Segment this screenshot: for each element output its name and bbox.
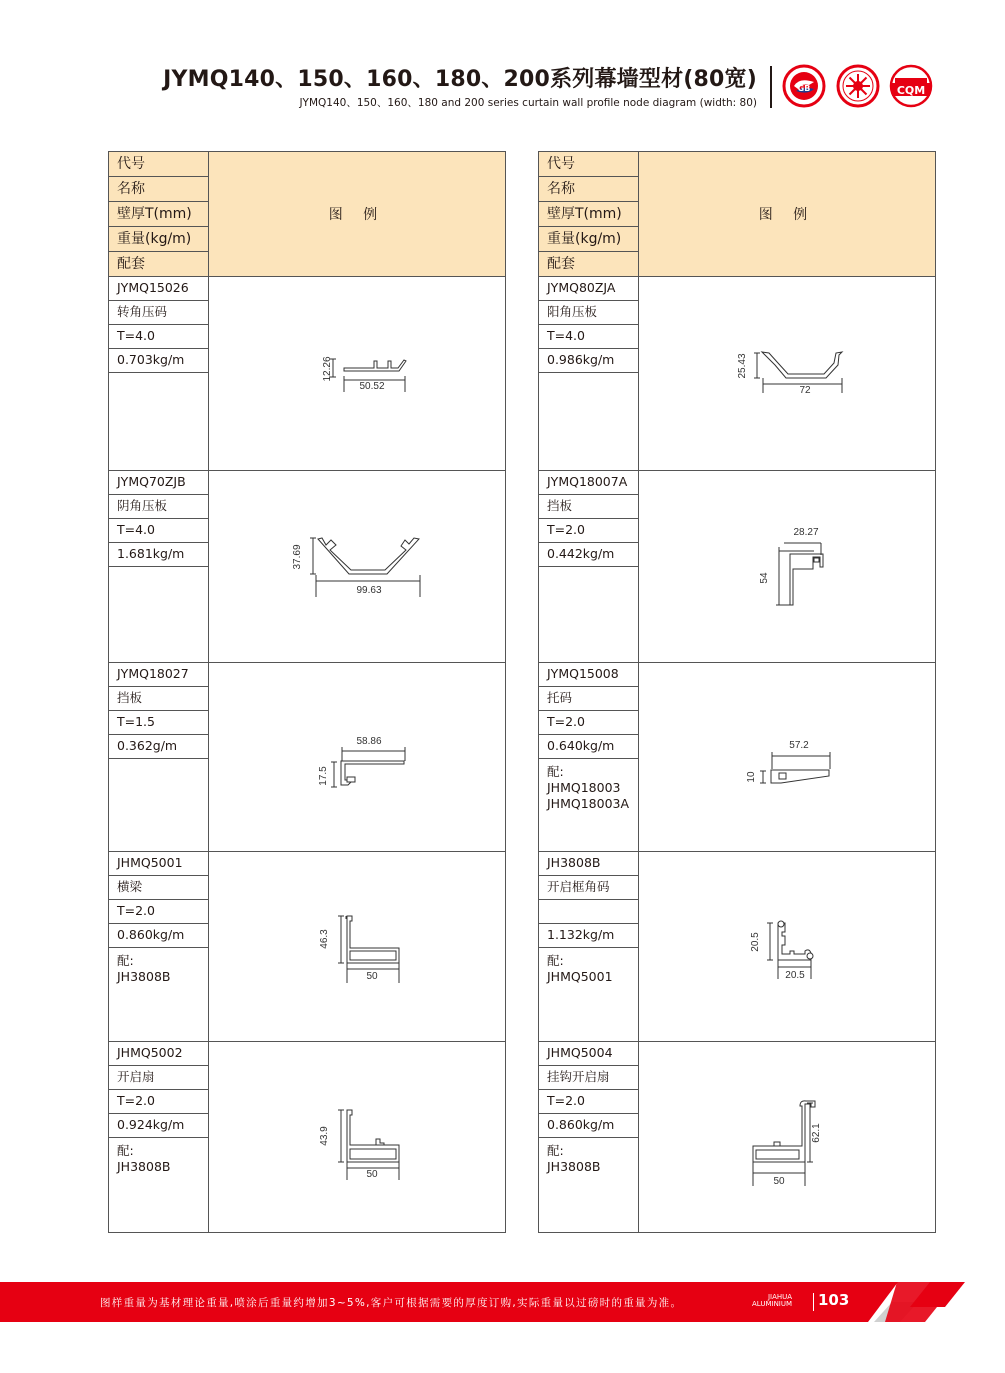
header-code: 代号 <box>109 152 209 177</box>
dimension-label: 10 <box>746 771 757 783</box>
profile-name: 托码 <box>539 687 639 711</box>
inner-corner-plate-drawing <box>209 471 514 663</box>
profile-figure <box>209 663 506 852</box>
corner-clamp-drawing <box>209 277 514 469</box>
profile-thickness: T=4.0 <box>109 325 209 349</box>
profile-name: 开启框角码 <box>539 876 639 900</box>
profile-name: 挡板 <box>539 495 639 519</box>
profile-match <box>109 567 209 663</box>
header-figure: 图 例 <box>209 152 506 277</box>
dimension-label: 28.27 <box>793 527 819 538</box>
profile-table-right <box>538 151 936 1233</box>
profile-weight: 0.924kg/m <box>109 1114 209 1138</box>
dimension-label: 25.43 <box>737 353 748 379</box>
header-weight: 重量(kg/m) <box>109 227 209 252</box>
header-name: 名称 <box>109 177 209 202</box>
hook-sash-drawing <box>639 1042 944 1234</box>
profile-thickness: T=4.0 <box>109 519 209 543</box>
dimension-label: 50 <box>366 971 378 982</box>
support-bracket-drawing <box>639 663 944 855</box>
page-subtitle: JYMQ140、150、160、180 and 200 series curtain wall profile node diagram (width: 80) <box>299 97 757 109</box>
profile-match: 配: JH3808B <box>109 1138 209 1233</box>
profile-weight: 0.703kg/m <box>109 349 209 373</box>
profile-thickness: T=1.5 <box>109 711 209 735</box>
header-divider <box>770 66 772 108</box>
header-thickness: 壁厚T(mm) <box>109 202 209 227</box>
profile-code: JYMQ80ZJA <box>539 277 639 301</box>
dimension-label: 57.2 <box>789 740 809 751</box>
dimension-label: 20.5 <box>785 970 805 981</box>
dimension-label: 72 <box>799 385 811 396</box>
header-thickness: 壁厚T(mm) <box>539 202 639 227</box>
profile-name: 开启扇 <box>109 1066 209 1090</box>
profile-thickness: T=2.0 <box>539 519 639 543</box>
header-weight: 重量(kg/m) <box>539 227 639 252</box>
profile-thickness: T=2.0 <box>539 1090 639 1114</box>
profile-match: 配: JHMQ18003 JHMQ18003A <box>539 759 639 852</box>
profile-code: JHMQ5004 <box>539 1042 639 1066</box>
header-code: 代号 <box>539 152 639 177</box>
footer-brand <box>752 1294 792 1308</box>
profile-code: JYMQ15008 <box>539 663 639 687</box>
profile-figure <box>209 471 506 663</box>
profile-figure <box>639 1042 936 1233</box>
dimension-label: 54 <box>759 572 770 584</box>
profile-match <box>539 373 639 471</box>
profile-weight: 0.640kg/m <box>539 735 639 759</box>
profile-thickness: T=2.0 <box>109 1090 209 1114</box>
profile-weight: 1.132kg/m <box>539 924 639 948</box>
profile-weight: 0.860kg/m <box>539 1114 639 1138</box>
profile-code: JYMQ18007A <box>539 471 639 495</box>
dimension-label: 20.5 <box>750 932 761 952</box>
header-figure: 图 例 <box>639 152 936 277</box>
profile-figure <box>639 663 936 852</box>
profile-name: 挂钩开启扇 <box>539 1066 639 1090</box>
cqm-logo-text: CQM <box>896 84 926 97</box>
profile-weight: 0.860kg/m <box>109 924 209 948</box>
cqm-certification-logo <box>889 64 933 108</box>
profile-name: 挡板 <box>109 687 209 711</box>
profile-code: JHMQ5001 <box>109 852 209 876</box>
profile-match: 配: JH3808B <box>109 948 209 1042</box>
dimension-label: 12.26 <box>322 356 333 382</box>
profile-match: 配: JH3808B <box>539 1138 639 1233</box>
profile-code: JYMQ18027 <box>109 663 209 687</box>
footer-note: 图样重量为基材理论重量,喷涂后重量约增加3~5%,客户可根据需要的厚度订购,实际重量以过磅时的重量为准。 <box>100 1297 683 1309</box>
profile-table-left <box>108 151 506 1233</box>
brand-line-2: ALUMINIUM <box>752 1300 793 1308</box>
crossbeam-drawing <box>209 852 514 1044</box>
profile-figure <box>209 277 506 471</box>
profile-name: 阴角压板 <box>109 495 209 519</box>
header-match: 配套 <box>109 252 209 277</box>
profile-name: 横梁 <box>109 876 209 900</box>
profile-match <box>539 567 639 663</box>
dimension-label: 50 <box>366 1169 378 1180</box>
header-name: 名称 <box>539 177 639 202</box>
profile-weight: 0.986kg/m <box>539 349 639 373</box>
profile-name: 阳角压板 <box>539 301 639 325</box>
profile-thickness: T=2.0 <box>109 900 209 924</box>
dimension-label: 99.63 <box>356 585 382 596</box>
footer-separator <box>813 1293 814 1311</box>
frame-corner-connector-drawing <box>639 852 944 1044</box>
profile-match <box>109 759 209 852</box>
quality-seal-logo <box>836 64 880 108</box>
dimension-label: 50.52 <box>359 381 385 392</box>
brand-line-1: JIAHUA <box>767 1293 793 1301</box>
profile-weight: 1.681kg/m <box>109 543 209 567</box>
profile-thickness: T=2.0 <box>539 711 639 735</box>
casement-sash-drawing <box>209 1042 514 1234</box>
profile-match: 配: JHMQ5001 <box>539 948 639 1042</box>
dimension-label: 17.5 <box>318 766 329 786</box>
baffle-a-drawing <box>639 471 944 663</box>
outer-corner-plate-drawing <box>639 277 944 469</box>
baffle-plate-drawing <box>209 663 514 855</box>
profile-figure <box>639 471 936 663</box>
dimension-label: 50 <box>773 1176 785 1187</box>
profile-figure <box>209 1042 506 1233</box>
profile-match <box>109 373 209 471</box>
profile-code: JH3808B <box>539 852 639 876</box>
profile-figure <box>639 852 936 1042</box>
profile-code: JYMQ70ZJB <box>109 471 209 495</box>
svg-text:GB: GB <box>797 84 811 93</box>
header-match: 配套 <box>539 252 639 277</box>
dimension-label: 37.69 <box>292 544 303 570</box>
dimension-label: 43.9 <box>319 1126 330 1146</box>
profile-figure <box>209 852 506 1042</box>
page-title: JYMQ140、150、160、180、200系列幕墙型材(80宽) <box>163 67 757 92</box>
gb-certification-logo <box>782 64 826 108</box>
profile-weight: 0.362g/m <box>109 735 209 759</box>
profile-thickness: T=4.0 <box>539 325 639 349</box>
dimension-label: 62.1 <box>811 1123 822 1143</box>
profile-thickness <box>539 900 639 924</box>
dimension-label: 58.86 <box>356 736 382 747</box>
profile-code: JHMQ5002 <box>109 1042 209 1066</box>
profile-code: JYMQ15026 <box>109 277 209 301</box>
page-number: 103 <box>818 1291 850 1309</box>
dimension-label: 46.3 <box>319 929 330 949</box>
profile-weight: 0.442kg/m <box>539 543 639 567</box>
profile-figure <box>639 277 936 471</box>
profile-name: 转角压码 <box>109 301 209 325</box>
